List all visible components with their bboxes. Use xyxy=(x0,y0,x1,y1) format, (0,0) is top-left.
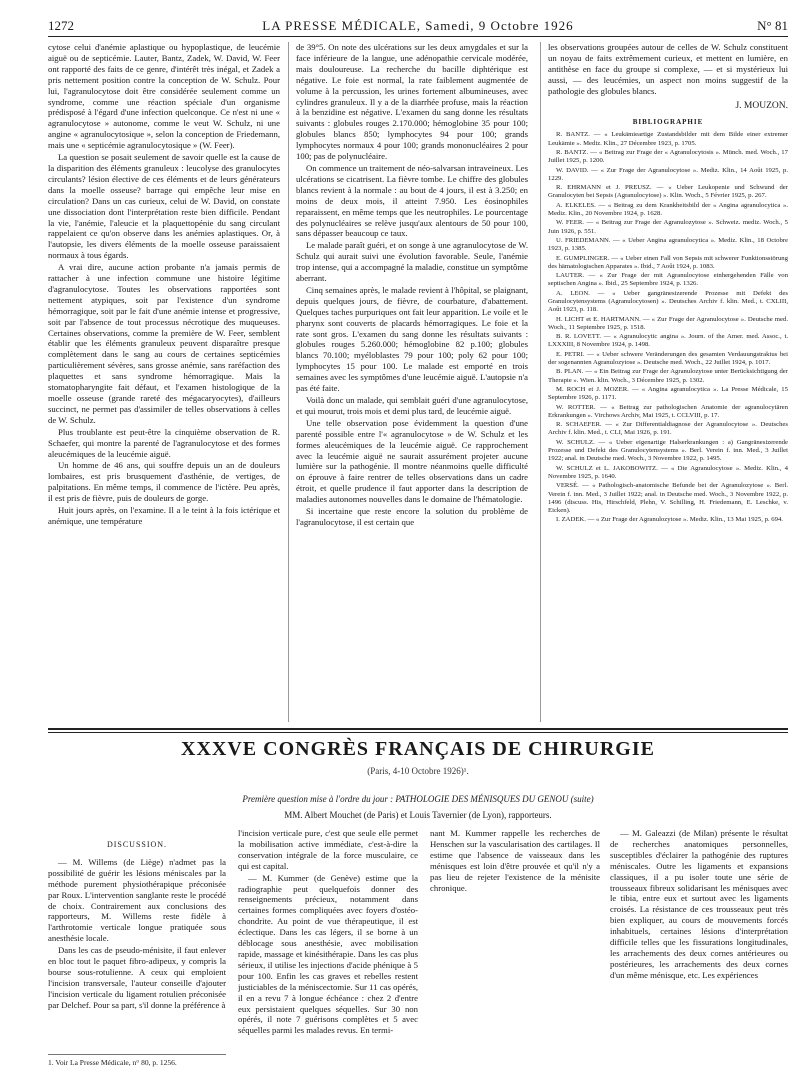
section-rule xyxy=(48,732,788,733)
bib-entry: W. ROTTER. — « Beitrag zur pathologischen Anatomie der agranulocytären Erkrankungen ». Virchows Archiv, Mai 1925, t. CCLVIII, p. 17. xyxy=(548,403,788,419)
bib-entry: I. ZADEK. — « Zur Frage der Agranulozytose ». Mediz. Klin., 13 Mai 1925, p. 694. xyxy=(556,516,783,524)
paragraph: Une telle observation pose évidemment la question d'une parenté possible entre l'« agranulocytose » de W. Schulz et les formes aleucémiques de la leucémie aiguë. Ce rapprochement avec la leucémie aiguë ne saurait assurément projeter aucune lumière sur la pathogénie. Il montre néanmoins quelle difficulté on éprouve à faire rentrer de telles observations dans un cadre étroit, et quelle prudence il faut apporter dans la description de maladies autonomes nouvelles dans le domaine de l'hématologie. xyxy=(296,417,528,505)
page-number: 1272 xyxy=(48,18,74,33)
paragraph: Dans les cas de pseudo-ménisite, il faut enlever en bloc tout le paquet fibro-adipeux, y compris la bourse sous-rotulienne. A ceux qui emploient l'incision transversale, l'auteur conseille d'ajouter l'incision verticale du ligament rotulien préconisée par Delchef. Pour sa part, s'il donne la préférence à xyxy=(48,945,226,1010)
paragraph: — M. Willems (de Liège) n'admet pas la possibilité de guérir les lésions méniscales par la méthode purement physiothérapique préconisée par Roux. L'intervention sanglante reste le procédé de choix. Contrairement aux conclusions des rapporteurs, M. Willems reste fidèle à l'arthrotomie verticale longue pratiquée sous anesthésie locale. xyxy=(48,856,226,944)
discussion-heading: DISCUSSION. xyxy=(106,840,168,849)
author-signature: J. MOUZON. xyxy=(735,100,788,111)
bib-entry: R. BANTZ. — « Beitrag zur Frage der « Agranulocytosis ». Münch. med. Woch., 17 Juillet 1925, p. 1200. xyxy=(548,148,788,165)
bib-entry: A. ELKELES. — « Beitrag zu dem Krankheitsbild der « Angina agranulocytica ». Mediz. Klin., 20 Novembre 1924, p. 1628. xyxy=(548,201,788,218)
bib-entry: E. GUMPLINGER. — « Ueber einen Fall von Sepsis mit schwerer Funktionsstörung des hämatologischen Apparates ». Ibid., 7 Août 1924, p. 1083. xyxy=(548,254,788,270)
bib-entry: W. FEER. — « Beitrag zur Frage der Agranulozytose ». Schweiz. mediz. Woch., 5 Juin 1926, p. 551. xyxy=(548,219,788,235)
paragraph: La question se posait seulement de savoir quelle est la cause de la disparition des éléments granuleux : leucolyse des granulocytes circulants? lésion élective de ces éléments et de leurs générateurs dans la moelle osseuse? barrage qui empêche leur mise en circulation? Dans un cas curieux, celui de W. David, on constate une dissociation dont l'interprétation reste bien difficile. Pendant la vie, l'anémie, l'aleucie et la plaquettopénie du sang circulant rappelaient ce qu'on observe dans les anémies aplastiques. Or, à l'autopsie, les divers éléments de la moelle osseuse paraissaient normaux à tous égards. xyxy=(48,152,280,261)
paragraph: les observations groupées autour de celles de W. Schulz constituent un noyau de faits extrêmement curieux, et mettent en lumière, en antithèse en face du groupe si complexe, — et si mystérieux lui aussi, — des leucémies, un aspect non moins suggestif de la pathologie des globules blancs. xyxy=(548,42,788,96)
bib-entry: W. SCHULZ et L. JAKOBOWITZ. — « Die Agranulocytose ». Mediz. Klin., 4 Novembre 1925, p. 1640. xyxy=(548,464,788,480)
paragraph: — M. Galeazzi (de Milan) présente le résultat de recherches anatomiques personnelles, susceptibles d'éclairer la pathogénie des ruptures méniscales. Outre les ligaments et expansions classiques, il a pu isoler toute une série de trousseaux fibreux solidarisant les ménisques avec le tibia, entre eux et surtout avec les ligaments croisés. La résistance de ces trousseaux peut très bien expliquer, au cours de mouvements forcés inhabituels, certaines lésions d'interprétation difficile telles que les fissurations longitudinales, les arrachements des deux cornes antérieures ou postérieures, les arrachements des deux cornes d'un même ménisque, etc. Les expériences xyxy=(610,828,788,980)
paragraph: A vrai dire, aucune action probante n'a jamais permis de rattacher à une infection commune une histoire légitime d'agranulocytose. Toutes les observations rapportées sont nettement atypiques, soit par l'existence d'un syndrome hémorragique, soit par le fait d'une anémie intense et progressive, soit par l'absence de tout processus nécrotique des muqueuses. Certaines observations, comme la première de W. Feer, semblent établir que les éléments granuleux peuvent disparaître presque complètement dans le sang au cours de certaines septicémies particulièrement sévères, sans grosse anémie, sans raréfaction des plaquettes et sans syndrome hémorragique. Mais la stomatopharyngite fait défaut, et l'examen histologique de la moelle osseuse (grande rareté des mégacaryocytes), d'ailleurs succinct, ne permet pas d'assimiler de telles observations à celles de W. Schulz. xyxy=(48,262,280,425)
bib-entry: R. SCHAEFER. — « Zur Differentialdiagnose der Agranulocytose ». Deutsches Archiv f. klin. Med., t. CLI, Mai 1926, p. 191. xyxy=(548,421,788,437)
paragraph: nant M. Kummer rappelle les recherches de Henschen sur la vascularisation des cartilages. Il estime que l'absence de vaisseaux dans les ménisques est loin d'être prouvée et qu'il n'y a pas lieu de rejeter l'existence de la ménisite chronique. xyxy=(430,828,600,893)
column-divider xyxy=(288,42,289,722)
paragraph: Le malade paraît guéri, et on songe à une agranulocytose de W. Schulz qui aurait suivi une évolution favorable. Seule, l'anémie trop intense, qui a accompagné la maladie, constitue un symptôme aberrant. xyxy=(296,240,528,284)
header-rule xyxy=(48,36,788,37)
paragraph: — M. Kummer (de Genève) estime que la radiographie peut quelquefois donner des renseignements précieux, notamment dans certaines formes compliquées avec foyers d'ostéo-chondrite. Au point de vue thérapeutique, il est éclectique. Dans les cas légers, il se borne à un déblocage sous anesthésie, avec mobilisation rapide, massage et kinésithérapie. Dans les cas plus sérieux, il utilise les injections d'acide phénique à 5 pour 100. Enfin les cas graves et rebelles restent justiciables de la méniscectomie. Sur 11 cas opérés, il en a revu 7 à longue échéance : chez 2 d'entre eux persistaient quelques séquelles. Sur 30 non opérés, il note 7 guérisons complètes et 5 avec séquelles parmi les malades revus. En termi- xyxy=(238,872,418,1036)
bib-entry: W. SCHULZ. — « Ueber eigenartige Halserkrankungen : a) Gangränesizerende Prozesse und Defekt des Granulocytensystems ». Berl. Verein f. inn. Med., 3 Juillet 1922; anal. in Deutsche med. Woch., 3 Novembre 1922, p. 1495. xyxy=(548,438,788,463)
paragraph: Cinq semaines après, le malade revient à l'hôpital, se plaignant, depuis quelques jours, de fièvre, de courbature, d'abattement. Quelques taches purpuriques ont fait leur apparition. Le voile et le pharynx sont couverts de placards hémorragiques. Le foie et la rate sont gros. L'examen du sang donne les résultats suivants : globules rouges 5.260.000; hémoglobine 82 p.100; globules blancs 70.100; myéloblastes 79 pour 100; poly 62 pour 100; lymphocytes 15 pour 100. Le malade est emporté en trois semaines avec les symptômes d'une leucémie aiguë. L'autopsie n'a pas été faite. xyxy=(296,284,528,394)
column-1 xyxy=(48,42,280,722)
bib-entry: B. R. LOVETT. — « Agranulocytic angina ». Journ. of the Amer. med. Assoc., t. LXXXIII, 8 Novembre 1924, p. 1498. xyxy=(548,333,788,349)
paragraph: cytose celui d'anémie aplastique ou hypoplastique, de leucémie aiguë ou de septicémie. Lauter, Bantz, Zadek, W. David, W. Feer ont rapporté des faits de ce genre, d'intérêt très inégal, et Zadek a pris nettement position contre la conception de W. Schulz. Pour lui, l'agranulocytose doit être considérée seulement comme un syndrome, comme une réaction spéciale d'un organisme prédisposé à l'égard d'une infection quelconque. Ce n'est ni une « agranulocytose » autonome, comme le veut W. Schulz, ni une angine « agranulocytosique », selon la conception de Friedemann, mais une « septicémie agranulocytosique » (W. Feer). xyxy=(48,42,280,151)
bibliography xyxy=(548,131,788,524)
column-3 xyxy=(548,42,788,722)
paragraph: l'incision verticale pure, c'est que seule elle permet la mobilisation active immédiate, c'est-à-dire la conservation intégrale de la force musculaire, ce qui est capital. xyxy=(238,828,418,871)
column-divider xyxy=(540,42,541,722)
paragraph: Plus troublante est peut-être la cinquième observation de R. Schaefer, qui montre la parenté de l'agranulocytose et des formes aleucémiques de la leucémie aiguë. xyxy=(48,426,280,459)
footnote: 1. Voir La Presse Médicale, n° 80, p. 1256. xyxy=(48,1054,226,1067)
bib-entry: H. LICHT et E. HARTMANN. — « Zur Frage der Agranulocytose ». Deutsche med. Woch., 11 Septembre 1925, p. 1518. xyxy=(548,315,788,331)
congress-title: XXXVE CONGRÈS FRANÇAIS DE CHIRURGIE xyxy=(181,738,655,760)
bib-entry: W. DAVID. — « Zur Frage der Agranulocytose ». Mediz. Klin., 14 Août 1925, p. 1229. xyxy=(548,166,788,182)
bottom-column-2 xyxy=(238,828,418,1068)
bib-entry: VERSÉ. — « Pathologisch-anatomische Befunde bei der Agranulozytose ». Berl. Verein f. inn. Med., 3 Juillet 1922; anal. in Deutsche med. Woch., 3 Novembre 1922, p. 1496 (discuss. His, Hirschfeld, Plehn, V. Schilling, H. Friedemann, E. Leschke, v. Eicken). xyxy=(548,482,788,515)
column-2 xyxy=(296,42,528,722)
bib-entry: A. LEON. — « Ueber gangränesizerende Prozesse mit Defekt des Granulocytensystems (Agranulocytosen) ». Deutsches Archiv f. klin. Med., t. CXLIII, Août 1923, p. 118. xyxy=(548,289,788,314)
congress-dates: (Paris, 4-10 Octobre 1926)¹. xyxy=(367,766,469,776)
bib-entry: R. EHRMANN et J. PREUSZ. — « Ueber Leukopenie und Schwund der Granulocyten bei Sepsis (Agranulocytose) ». Klin. Woch., 5 Février 1925, p. 267. xyxy=(548,184,788,200)
paragraph: Si incertaine que reste encore la solution du problème de l'agranulocytose, il est certain que xyxy=(296,506,528,527)
issue-number: N° 81 xyxy=(757,18,788,33)
section-rule xyxy=(48,728,788,730)
paragraph: de 39°5. On note des ulcérations sur les deux amygdales et sur la face inférieure de la langue, une adénopathie cervicale modérée, mais douloureuse. La recherche du bacille diphtérique est négative. Le foie est normal, la rate faiblement augmentée de volume à la percussion, les urines fortement albumineuses, avec cylindres granuleux. Il y a de la diarrhée profuse, mais la réaction à la benzidine est négative. L'examen du sang donne les résultats suivants : globules rouges 2.170.000; hémoglobine 35 pour 100; globules blancs 850; lymphocytes 94 pour 100; grands lymphocytes normaux 4 pour 100; grands mononucléaires 2 pour 100; pas de polynucléaire. xyxy=(296,42,528,162)
bib-entry: M. ROCH et J. MOZER. — « Angina agranulocytica ». La Presse Médicale, 15 Septembre 1926, p. 1171. xyxy=(548,385,788,402)
paragraph: Voilà donc un malade, qui semblait guéri d'une agranulocytose, et qui mourut, trois mois et demi plus tard, de leucémie aiguë. xyxy=(296,395,528,416)
bottom-column-1 xyxy=(48,828,226,1068)
bib-entry: U. FRIEDEMANN. — « Ueber Angina agranulocytica ». Mediz. Klin., 18 Octobre 1923, p. 1385. xyxy=(548,236,788,253)
agenda-question: Première question mise à l'ordre du jour : PATHOLOGIE DES MÉNISQUES DU GENOU (suite) xyxy=(242,794,594,804)
bib-entry: E. PETRI. — « Ueber schwere Veränderungen des gesamten Verdauungstraktus bei der sogenannten Agranulozytose ». Deutsche med. Woch., 22 Juillet 1924, p. 1017. xyxy=(548,350,788,367)
paragraph: On commence un traitement de néo-salvarsan intraveineux. Les ulcérations se cicatrisent. La fièvre tombe. Le chiffre des globules blancs revient à la normale : au bout de 4 jours, il est à 3.250; en moins de deux mois, il atteint 7.950. Les éosinophiles reparaissent, en même temps que les neutrophiles. Le pourcentage des polynucléaires se relève jusqu'aux alentours de 50 pour 100, sans dépasser beaucoup ce taux. xyxy=(296,162,528,239)
bib-entry: LAUTER. — « Zur Frage der mit Agranulocytose einhergehenden Fälle von septischen Angina ». Ibid., 25 Septembre 1924, p. 1326. xyxy=(548,272,788,288)
journal-title: LA PRESSE MÉDICALE, Samedi, 9 Octobre 1926 xyxy=(262,18,574,33)
running-header xyxy=(48,16,788,36)
paragraph: Un homme de 46 ans, qui souffre depuis un an de douleurs lombaires, est pris brusquement d'asthénie, de vertiges, de palpitations. En même temps, il commence de l'ictère. Peu après, il est pris de fièvre, puis de douleurs de gorge. xyxy=(48,460,280,504)
bib-entry: R. BANTZ. — « Leukämieartige Zustandsbilder mit dem Bilde einer extremer Leukämie ». Mediz. Klin., 27 Décembre 1923, p. 1705. xyxy=(548,131,788,147)
journal-page xyxy=(48,16,788,1076)
bottom-column-4 xyxy=(610,828,788,1068)
paragraph: Huit jours après, on l'examine. Il a le teint à la fois ictérique et anémique, une température xyxy=(48,505,280,526)
bib-entry: B. PLAN. — « Ein Beitrag zur Frage der Agranulozytose unter Berücksichtigung der Therapie ». Wien. klin. Woch., 3 Décembre 1925, p. 1302. xyxy=(548,368,788,384)
rapporteurs: MM. Albert Mouchet (de Paris) et Louis Tavernier (de Lyon), rapporteurs. xyxy=(284,810,552,820)
bottom-column-3 xyxy=(430,828,600,1068)
bibliography-title: BIBLIOGRAPHIE xyxy=(632,118,704,127)
